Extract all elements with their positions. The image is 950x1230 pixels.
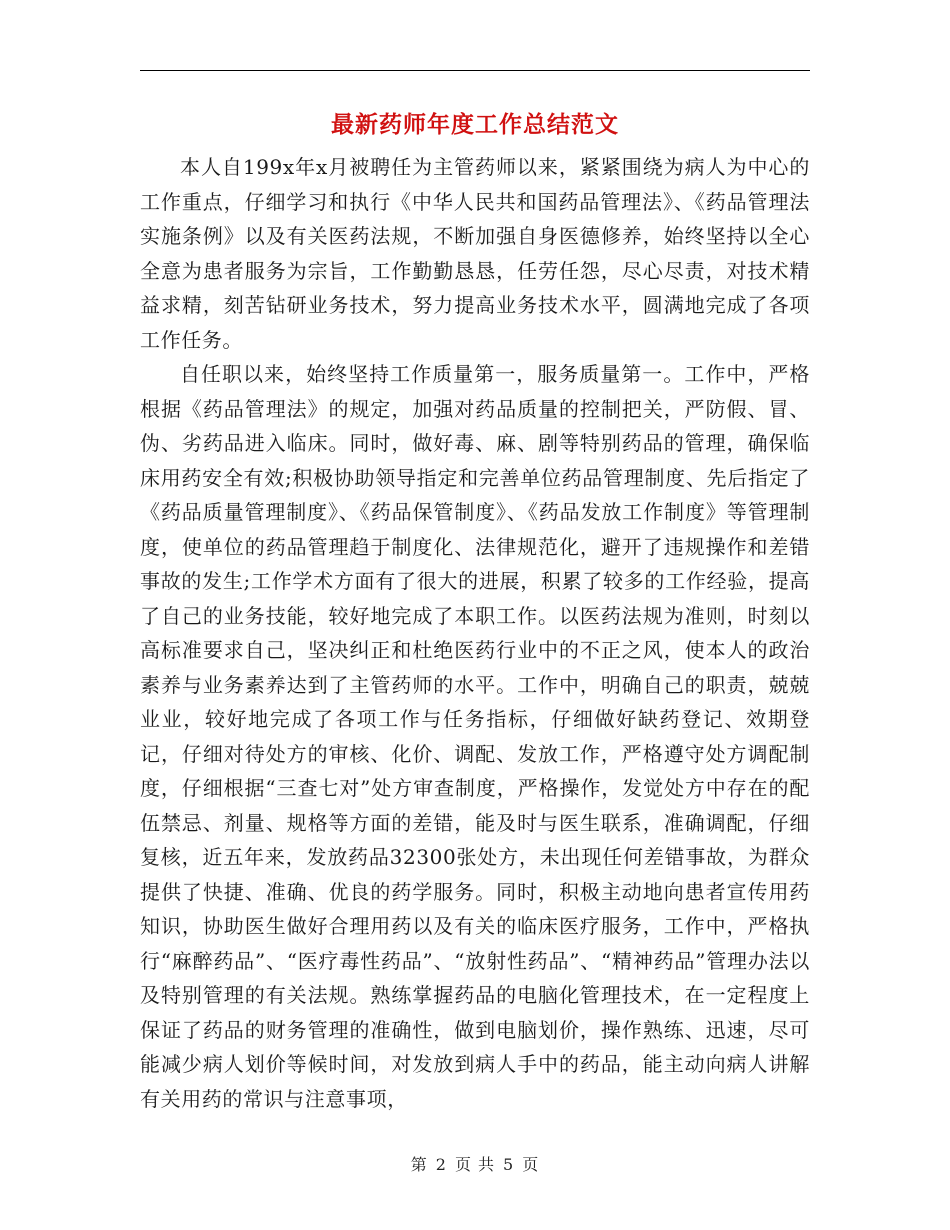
footer-current-page: 2 (435, 1155, 447, 1174)
footer-prefix: 第 (410, 1155, 428, 1174)
document-body (140, 150, 810, 1116)
document-title: 最新药师年度工作总结范文 (331, 112, 619, 138)
paragraph-1: 本人自199x年x月被聘任为主管药师以来，紧紧围绕为病人为中心的工作重点，仔细学习和执行《中华人民共和国药品管理法》、《药品管理法实施条例》以及有关医药法规，不断加强自身医德修养，始终坚持以全心全意为患者服务为宗旨，工作勤勤恳恳，任劳任怨，尽心尽责，对技术精益求精，刻苦钻研业务技术，努力提高业务技术水平，圆满地完成了各项工作任务。 (140, 155, 810, 352)
paragraph-2: 自任职以来，始终坚持工作质量第一，服务质量第一。工作中，严格根据《药品管理法》的规定，加强对药品质量的控制把关，严防假、冒、伪、劣药品进入临床。同时，做好毒、麻、剧等特别药品的管理，确保临床用药安全有效;积极协助领导指定和完善单位药品管理制度、先后指定了《药品质量管理制度》、《药品保管制度》、《药品发放工作制度》等管理制度，使单位的药品管理趋于制度化、法律规范化，避开了违规操作和差错事故的发生;工作学术方面有了很大的进展，积累了较多的工作经验，提高了自己的业务技能，较好地完成了本职工作。以医药法规为准则，时刻以高标准要求自己，坚决纠正和杜绝医药行业中的不正之风，使本人的政治素养与业务素养达到了主管药师的水平。工作中，明确自己的职责，兢兢业业，较好地完成了各项工作与任务指标，仔细做好缺药登记、效期登记，仔细对待处方的审核、化价、调配、发放工作，严格遵守处方调配制度，仔细根据“三查七对”处方审查制度，严格操作，发觉处方中存在的配伍禁忌、剂量、规格等方面的差错，能及时与医生联系，准确调配，仔细复核，近五年来，发放药品32300张处方，未出现任何差错事故，为群众提供了快捷、准确、优良的药学服务。同时，积极主动地向患者宣传用药知识，协助医生做好合理用药以及有关的临床医疗服务，工作中，严格执行“麻醉药品”、“医疗毒性药品”、“放射性药品”、“精神药品”管理办法以及特别管理的有关法规。熟练掌握药品的电脑化管理技术，在一定程度上保证了药品的财务管理的准确性，做到电脑划价，操作熟练、迅速，尽可能减少病人划价等候时间，对发放到病人手中的药品，能主动向病人讲解有关用药的常识与注意事项， (140, 362, 810, 1111)
footer-total-pages: 5 (503, 1155, 515, 1174)
footer-middle: 页 共 (454, 1155, 496, 1174)
footer-suffix: 页 (522, 1155, 540, 1174)
page-footer (0, 1152, 950, 1175)
header-rule (140, 70, 810, 71)
